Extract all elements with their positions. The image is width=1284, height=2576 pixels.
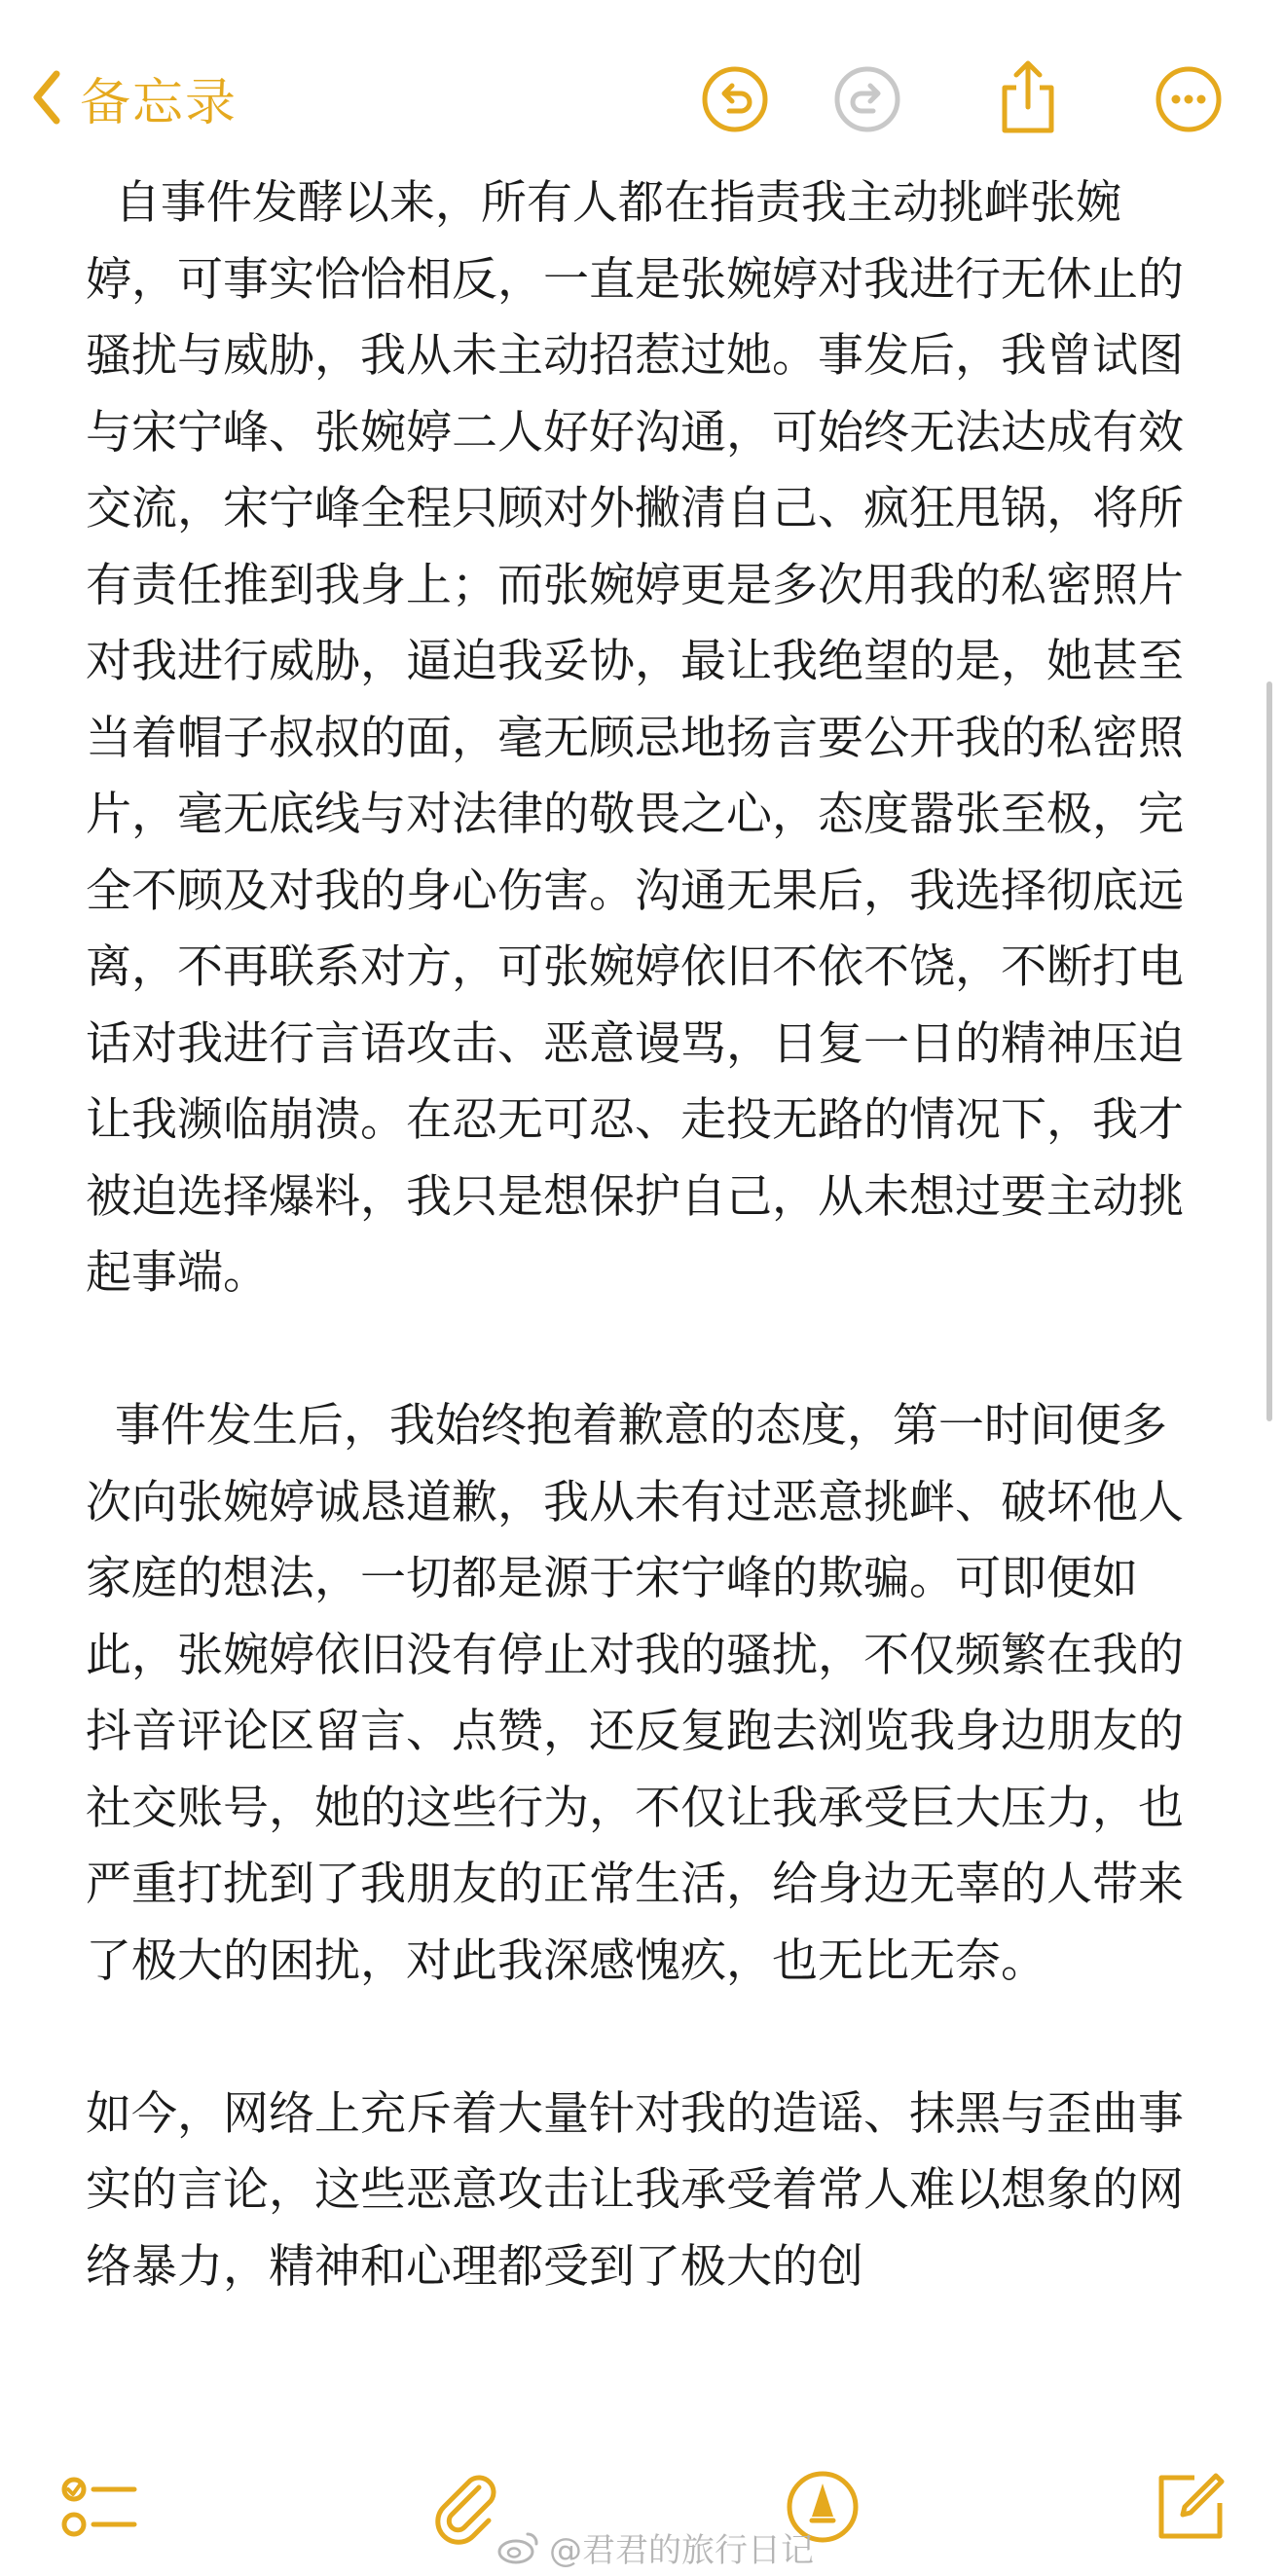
paragraph-spacer [86, 1312, 1205, 1389]
note-body[interactable] [86, 166, 1205, 2434]
watermark [496, 2523, 814, 2571]
back-label: 备忘录 [80, 73, 238, 132]
chevron-left-icon [29, 68, 62, 127]
paragraph-spacer [86, 2000, 1205, 2077]
attachment-button[interactable] [428, 2468, 506, 2546]
redo-icon [832, 64, 902, 134]
redo-button[interactable] [832, 64, 902, 134]
note-paragraph: 如今，网络上充斥着大量针对我的造谣、抹黑与歪曲事实的言论，这些恶意攻击让我承受着常人难以想象的网络暴力，精神和心理都受到了极大的创 [86, 2086, 1184, 2294]
undo-icon [700, 64, 770, 134]
checklist-button[interactable] [60, 2468, 138, 2546]
more-button[interactable] [1154, 64, 1224, 134]
back-button[interactable] [29, 58, 238, 136]
watermark-text: @君君的旅行日记 [549, 2531, 814, 2570]
compose-icon [1152, 2468, 1229, 2546]
share-button[interactable] [993, 58, 1063, 136]
navigation-bar [0, 0, 1284, 146]
share-icon [993, 58, 1063, 136]
undo-button[interactable] [700, 64, 770, 134]
weibo-logo [496, 2530, 539, 2565]
scroll-indicator[interactable] [1266, 681, 1272, 1421]
more-icon [1154, 64, 1224, 134]
checklist-icon [60, 2468, 138, 2546]
note-paragraph: 事件发生后，我始终抱着歉意的态度，第一时间便多次向张婉婷诚恳道歉，我从未有过恶意挑衅、破坏他人家庭的想法，一切都是源于宋宁峰的欺骗。可即便如此，张婉婷依旧没有停止对我的骚扰，不仅频繁在我的抖音评论区留言、点赞，还反复跑去浏览我身边朋友的社交账号，她的这些行为，不仅让我承受巨大压力，也严重打扰到了我朋友的正常生活，给身边无辜的人带来了极大的困扰，对此我深感愧疚，也无比无奈。 [86, 1399, 1184, 1988]
paperclip-icon [428, 2468, 506, 2546]
compose-button[interactable] [1152, 2468, 1229, 2546]
note-paragraph: 自事件发酵以来，所有人都在指责我主动挑衅张婉婷，可事实恰恰相反，一直是张婉婷对我进行无休止的骚扰与威胁，我从未主动招惹过她。事发后，我曾试图与宋宁峰、张婉婷二人好好沟通，可始终无法达成有效交流，宋宁峰全程只顾对外撇清自己、疯狂甩锅，将所有责任推到我身上；而张婉婷更是多次用我的私密照片对我进行威胁，逼迫我妥协，最让我绝望的是，她甚至当着帽子叔叔的面，毫无顾忌地扬言要公开我的私密照片，毫无底线与对法律的敬畏之心，态度嚣张至极，完全不顾及对我的身心伤害。沟通无果后，我选择彻底远离，不再联系对方，可张婉婷依旧不依不饶，不断打电话对我进行言语攻击、恶意谩骂，日复一日的精神压迫让我濒临崩溃。在忍无可忍、走投无路的情况下，我才被迫选择爆料，我只是想保护自己，从未想过要主动挑起事端。 [86, 176, 1184, 1300]
